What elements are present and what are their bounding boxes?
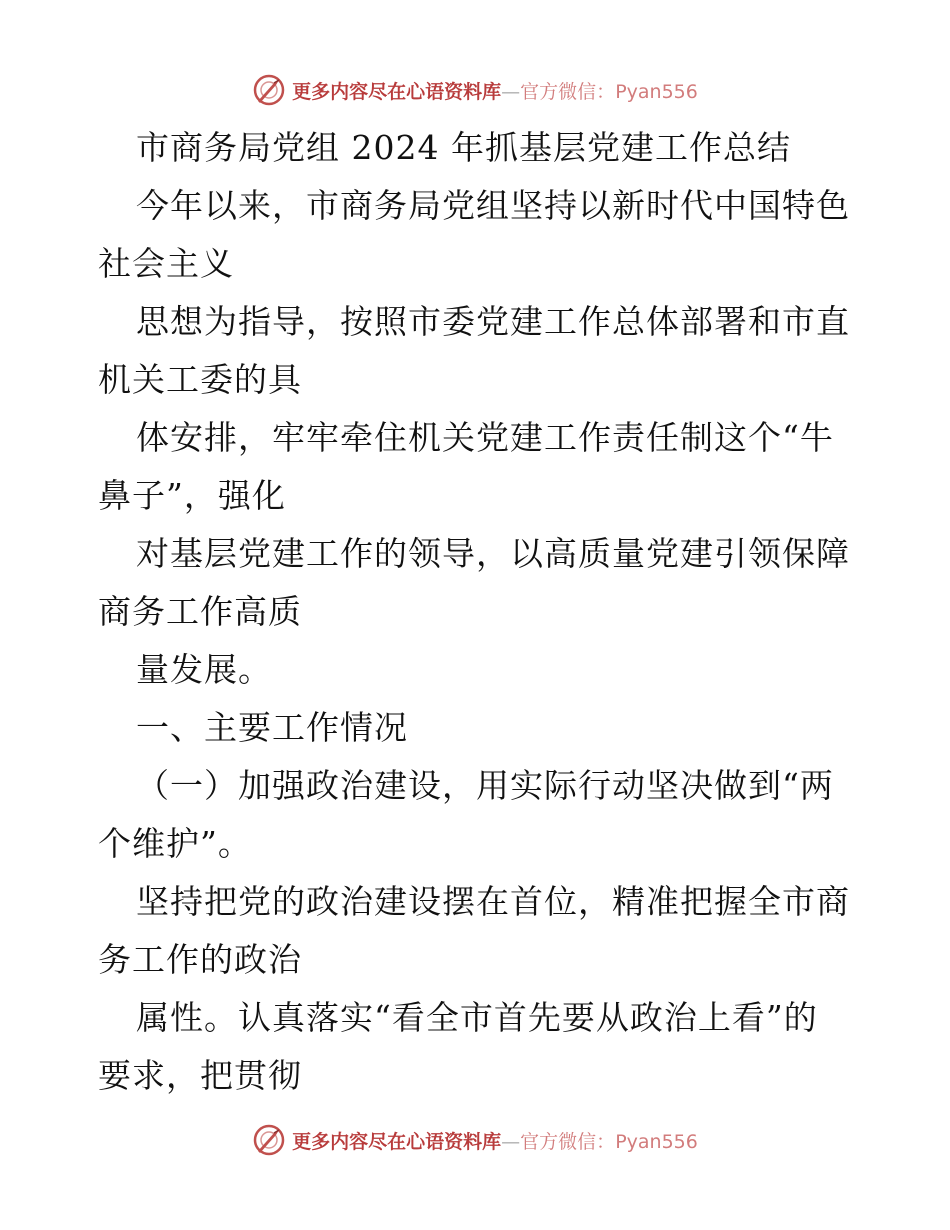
paragraph-line: 社会主义 xyxy=(98,244,234,283)
footer-watermark xyxy=(0,1120,950,1160)
document-title: 市商务局党组 2024 年抓基层党建工作总结 xyxy=(136,128,791,167)
subsection-heading: （一）加强政治建设，用实际行动坚决做到“两 xyxy=(136,766,834,805)
watermark-dash: — xyxy=(501,1130,521,1153)
paragraph-line: 坚持把党的政治建设摆在首位，精准把握全市商 xyxy=(136,882,850,921)
paragraph-line: 量发展。 xyxy=(136,650,272,689)
quill-pen-logo-icon xyxy=(252,1123,286,1157)
paragraph-line: 商务工作高质 xyxy=(98,592,302,631)
watermark-account: Pyan556 xyxy=(615,1130,698,1153)
watermark-main: 更多内容尽在心语资料库 xyxy=(292,1130,502,1153)
paragraph-line: 鼻子”，强化 xyxy=(98,476,286,515)
subsection-heading-cont: 个维护”。 xyxy=(98,824,252,863)
paragraph-line: 思想为指导，按照市委党建工作总体部署和市直 xyxy=(136,302,850,341)
watermark-text xyxy=(292,77,698,104)
header-watermark xyxy=(0,70,950,110)
paragraph-line: 对基层党建工作的领导，以高质量党建引领保障 xyxy=(136,534,850,573)
paragraph-line: 属性。认真落实“看全市首先要从政治上看”的 xyxy=(136,998,818,1037)
paragraph-line: 要求，把贯彻 xyxy=(98,1056,302,1095)
watermark-dash: — xyxy=(501,80,521,103)
watermark-main: 更多内容尽在心语资料库 xyxy=(292,80,502,103)
watermark-account: Pyan556 xyxy=(615,80,698,103)
paragraph-line: 今年以来，市商务局党组坚持以新时代中国特色 xyxy=(136,186,850,225)
paragraph-line: 体安排，牢牢牵住机关党建工作责任制这个“牛 xyxy=(136,418,834,457)
watermark-official: 官方微信： xyxy=(520,80,616,103)
paragraph-line: 务工作的政治 xyxy=(98,940,302,979)
section-heading: 一、主要工作情况 xyxy=(136,708,408,747)
paragraph-line: 机关工委的具 xyxy=(98,360,302,399)
quill-pen-logo-icon xyxy=(252,73,286,107)
watermark-text xyxy=(292,1127,698,1154)
watermark-official: 官方微信： xyxy=(520,1130,616,1153)
